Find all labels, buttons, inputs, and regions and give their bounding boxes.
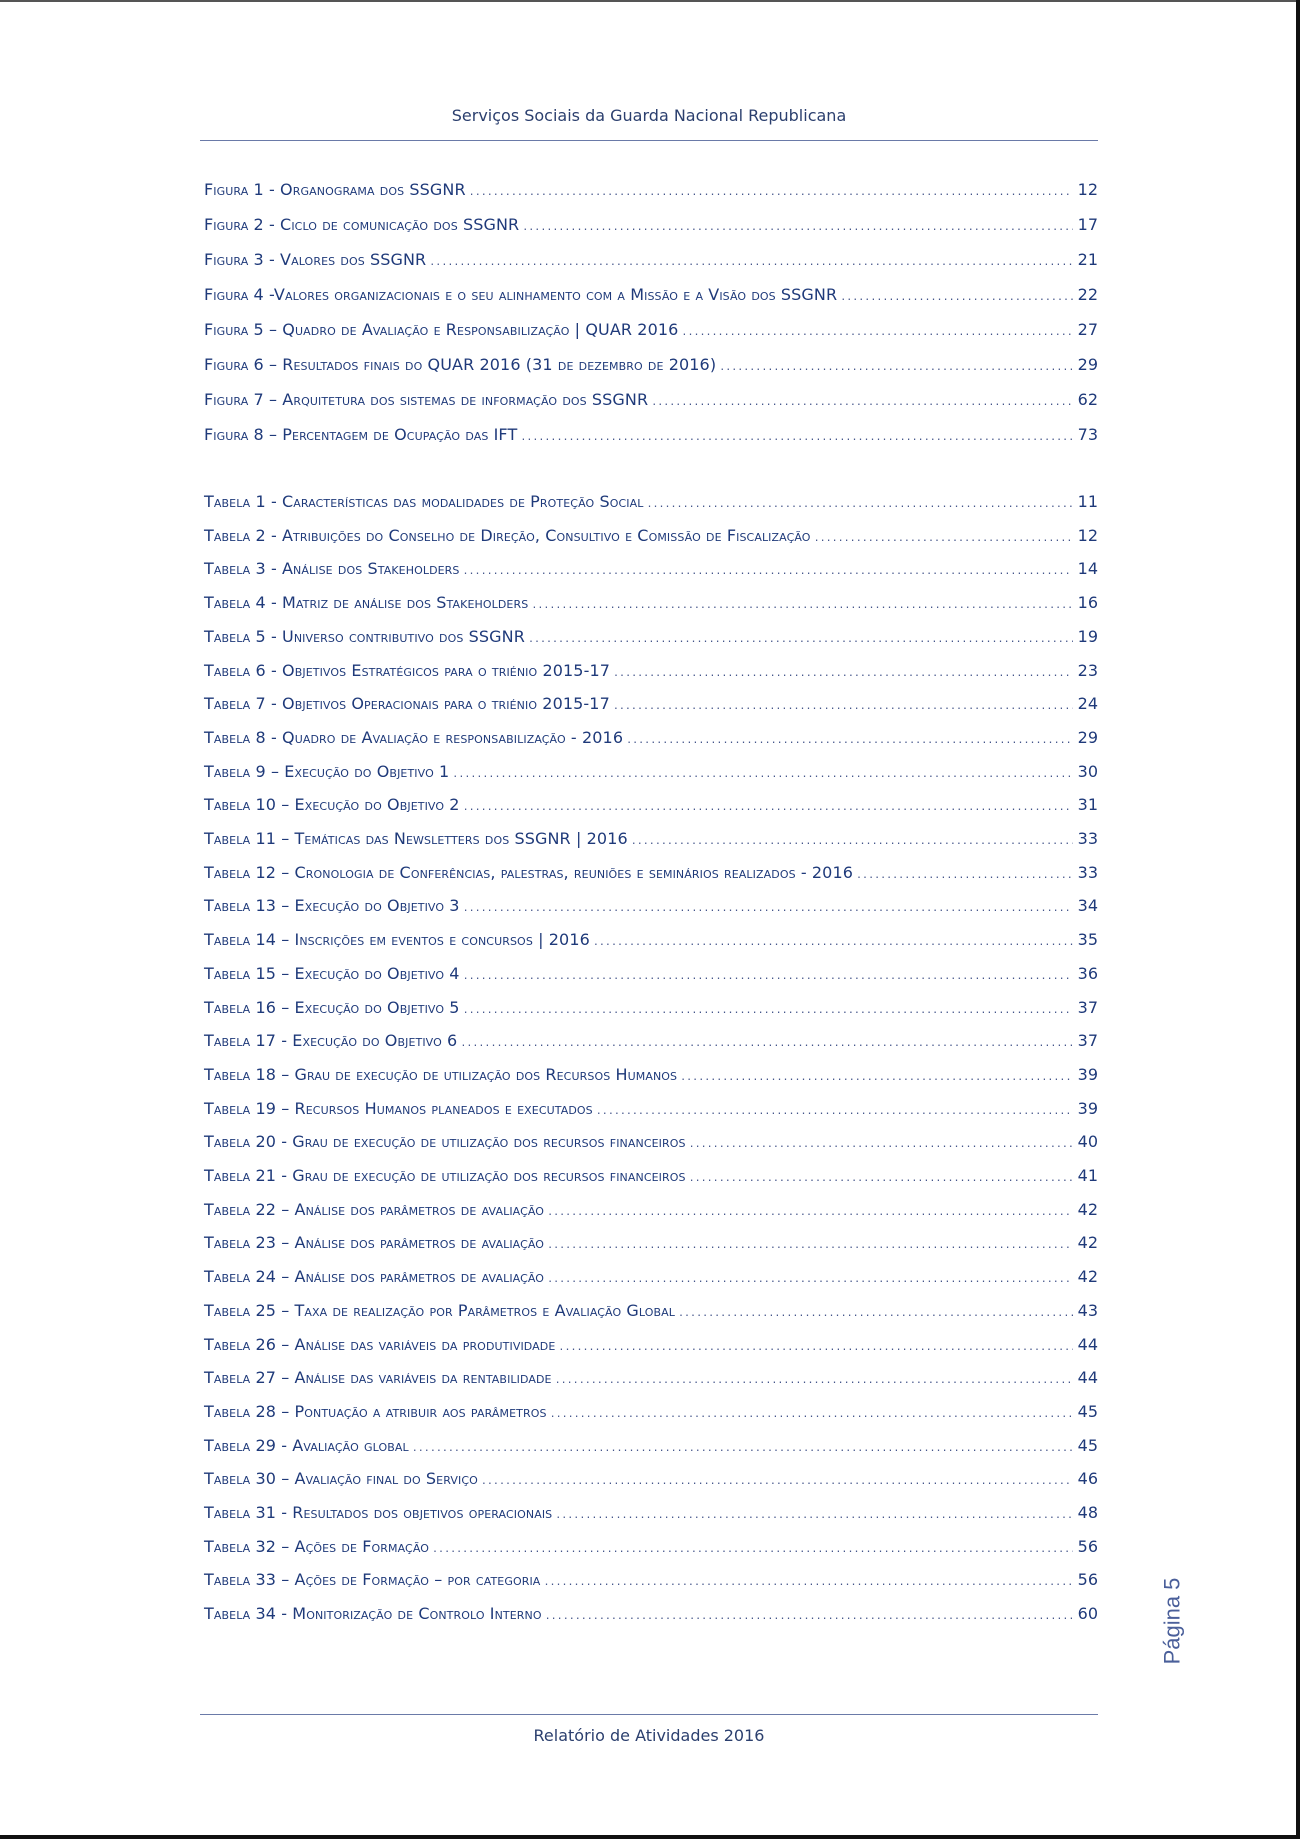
table-entry-label: Tabela 16 – Execução do Objetivo 5 (204, 997, 460, 1017)
table-entry-label: Tabela 23 – Análise dos parâmetros de avaliação (204, 1233, 545, 1253)
table-entry-page: 16 (1077, 593, 1098, 613)
table-entry-page: 40 (1077, 1132, 1098, 1152)
table-entry[interactable] (204, 762, 1098, 784)
table-entry-label: Tabela 6 - Objetivos Estratégicos para o triénio 2015-17 (204, 660, 611, 680)
table-entry-page: 45 (1077, 1401, 1098, 1421)
table-entry[interactable] (204, 1570, 1098, 1592)
dot-leader (680, 1072, 1073, 1083)
table-entry[interactable] (204, 1503, 1098, 1525)
table-entry-label: Tabela 10 – Execução do Objetivo 2 (204, 795, 460, 815)
table-entry[interactable] (204, 694, 1098, 716)
table-entry-label: Tabela 1 - Características das modalidades de Proteção Social (204, 492, 644, 511)
dot-leader (626, 735, 1073, 746)
table-entry-page: 45 (1077, 1435, 1098, 1455)
table-entry-label: Tabela 32 – Ações de Formação (204, 1536, 430, 1556)
figure-entry-label: Figura 8 – Percentagem de Ocupação das IFT (204, 425, 518, 444)
table-entry-page: 29 (1077, 727, 1098, 747)
dot-leader (547, 1207, 1073, 1218)
table-entry-page: 31 (1077, 795, 1098, 815)
table-entry-label: Tabela 18 – Grau de execução de utilização dos Recursos Humanos (204, 1064, 678, 1084)
table-entry-page: 14 (1077, 559, 1098, 579)
figure-entry[interactable] (204, 180, 1098, 202)
table-entry-label: Tabela 7 - Objetivos Operacionais para o triénio 2015-17 (204, 694, 610, 714)
table-entry-page: 33 (1077, 829, 1098, 848)
table-entry-label: Tabela 9 – Execução do Objetivo 1 (204, 761, 450, 781)
dot-leader (681, 327, 1073, 338)
table-entry-page: 11 (1077, 492, 1098, 511)
table-entry-label: Tabela 24 – Análise dos parâmetros de avaliação (204, 1267, 545, 1287)
table-entry-label: Tabela 15 – Execução do Objetivo 4 (204, 963, 460, 983)
figure-entry-label: Figura 3 - Valores dos SSGNR (204, 250, 427, 269)
table-entry-label: Tabela 17 - Execução do Objetivo 6 (204, 1031, 458, 1051)
dot-leader (596, 1106, 1073, 1117)
table-entry-label: Tabela 22 – Análise dos parâmetros de avaliação (204, 1199, 545, 1219)
dot-leader (469, 187, 1073, 198)
figure-entry-page: 29 (1077, 355, 1098, 374)
table-entry-page: 19 (1077, 626, 1098, 646)
table-entry-page: 39 (1077, 1098, 1098, 1118)
dot-leader (678, 1308, 1073, 1319)
dot-leader (689, 1139, 1073, 1150)
dot-leader (460, 1038, 1073, 1049)
table-entry-page: 56 (1077, 1570, 1098, 1590)
dot-leader (463, 903, 1073, 914)
dot-leader (547, 1274, 1073, 1285)
dot-leader (520, 432, 1073, 443)
dot-leader (558, 1342, 1073, 1353)
table-entry-label: Tabela 8 - Quadro de Avaliação e responsabilização - 2016 (204, 727, 624, 747)
footer-rule (200, 1714, 1098, 1715)
header-rule (200, 140, 1098, 141)
dot-leader (689, 1173, 1073, 1184)
table-entry-label: Tabela 20 - Grau de execução de utilização dos recursos financeiros (204, 1132, 686, 1152)
table-entry-page: 42 (1077, 1267, 1098, 1287)
dot-leader (613, 701, 1073, 712)
table-entry[interactable] (204, 1200, 1098, 1222)
table-entry-page: 60 (1077, 1604, 1098, 1624)
running-header: Serviços Sociais da Guarda Nacional Republicana (451, 106, 847, 125)
figure-entry-label: Figura 4 -Valores organizacionais e o seu alinhamento com a Missão e a Visão dos SSGNR (204, 285, 838, 304)
figure-entry-page: 62 (1077, 390, 1098, 409)
dot-leader (840, 292, 1073, 303)
table-entry-page: 43 (1077, 1300, 1098, 1320)
page-number (1157, 1566, 1187, 1676)
dot-leader (463, 802, 1073, 813)
table-entry-page: 48 (1077, 1503, 1098, 1522)
table-entry-label: Tabela 33 – Ações de Formação – por categoria (204, 1570, 541, 1590)
table-entry-label: Tabela 4 - Matriz de análise dos Stakeholders (204, 593, 529, 613)
table-entry[interactable] (204, 1301, 1098, 1323)
figure-entry-page: 12 (1077, 180, 1098, 199)
figure-entry[interactable] (204, 250, 1098, 272)
dot-leader (429, 257, 1073, 268)
table-entry-page: 37 (1077, 1031, 1098, 1051)
table-entry[interactable] (204, 1166, 1098, 1188)
table-entry-label: Tabela 29 - Avaliação global (204, 1435, 409, 1455)
figure-entry[interactable] (204, 215, 1098, 237)
dot-leader (550, 1409, 1073, 1420)
dot-leader (522, 222, 1073, 233)
table-entry[interactable] (204, 1368, 1098, 1390)
dot-leader (631, 836, 1073, 847)
dot-leader (814, 533, 1073, 544)
table-entry-page: 12 (1077, 525, 1098, 545)
table-entry[interactable] (204, 1267, 1098, 1289)
figure-entry-label: Figura 7 – Arquitetura dos sistemas de informação dos SSGNR (204, 390, 649, 409)
table-entry-page: 36 (1077, 963, 1098, 983)
table-entry-label: Tabela 19 – Recursos Humanos planeados e executados (204, 1098, 593, 1118)
table-entry-label: Tabela 11 – Temáticas das Newsletters dos SSGNR | 2016 (204, 829, 628, 848)
table-entry[interactable] (204, 593, 1098, 615)
table-entry-page: 35 (1077, 930, 1098, 950)
table-entry[interactable] (204, 1604, 1098, 1626)
table-entry-label: Tabela 2 - Atribuições do Conselho de Direção, Consultivo e Comissão de Fiscalização (204, 525, 811, 545)
figure-entry-label: Figura 1 - Organograma dos SSGNR (204, 180, 466, 199)
dot-leader (555, 1375, 1073, 1386)
figure-entry[interactable] (204, 355, 1098, 377)
dot-leader (651, 397, 1073, 408)
table-entry-label: Tabela 14 – Inscrições em eventos e concursos | 2016 (204, 930, 590, 950)
figure-entry-page: 17 (1077, 215, 1098, 234)
dot-leader (719, 362, 1073, 373)
table-entry[interactable] (204, 863, 1098, 885)
table-entry-label: Tabela 3 - Análise dos Stakeholders (204, 559, 460, 579)
dot-leader (463, 566, 1073, 577)
dot-leader (547, 1240, 1073, 1251)
table-entry[interactable] (204, 795, 1098, 817)
table-entry-label: Tabela 31 - Resultados dos objetivos operacionais (204, 1503, 553, 1522)
table-entry[interactable] (204, 1436, 1098, 1458)
figure-entry-page: 27 (1077, 320, 1098, 339)
dot-leader (593, 937, 1073, 948)
table-entry-label: Tabela 5 - Universo contributivo dos SSGNR (204, 626, 525, 646)
table-entry[interactable] (204, 1065, 1098, 1087)
table-entry[interactable] (204, 559, 1098, 581)
dot-leader (412, 1443, 1073, 1454)
figure-entry[interactable] (204, 390, 1098, 412)
table-entry-page: 56 (1077, 1536, 1098, 1556)
table-entry[interactable] (204, 930, 1098, 952)
table-entry-page: 42 (1077, 1199, 1098, 1219)
dot-leader (555, 1510, 1073, 1521)
dot-leader (543, 1577, 1073, 1588)
table-entry[interactable] (204, 1233, 1098, 1255)
figure-entry-page: 22 (1077, 285, 1098, 304)
dot-leader (481, 1476, 1073, 1487)
table-entry[interactable] (204, 526, 1098, 548)
table-entry-page: 44 (1077, 1368, 1098, 1388)
table-entry-label: Tabela 28 – Pontuação a atribuir aos parâmetros (204, 1401, 547, 1421)
table-entry-label: Tabela 13 – Execução do Objetivo 3 (204, 896, 460, 916)
figure-entry[interactable] (204, 285, 1098, 307)
table-entry-label: Tabela 12 – Cronologia de Conferências, palestras, reuniões e seminários realizados - 2016 (204, 862, 854, 882)
table-entry-label: Tabela 21 - Grau de execução de utilização dos recursos financeiros (204, 1166, 686, 1185)
dot-leader (463, 971, 1073, 982)
table-entry[interactable] (204, 1132, 1098, 1154)
table-entry[interactable] (204, 1031, 1098, 1053)
table-entry[interactable] (204, 998, 1098, 1020)
table-entry[interactable] (204, 627, 1098, 649)
table-entry[interactable] (204, 1537, 1098, 1559)
running-footer: Relatório de Atividades 2016 (533, 1726, 765, 1745)
dot-leader (528, 634, 1073, 645)
table-entry-page: 39 (1077, 1064, 1098, 1084)
table-entry-page: 42 (1077, 1233, 1098, 1253)
dot-leader (613, 668, 1073, 679)
dot-leader (452, 769, 1073, 780)
table-entry-label: Tabela 25 – Taxa de realização por Parâmetros e Avaliação Global (204, 1300, 676, 1320)
figure-entry[interactable] (204, 425, 1098, 447)
table-entry[interactable] (204, 964, 1098, 986)
dot-leader (646, 499, 1073, 510)
table-entry-page: 33 (1077, 862, 1098, 882)
table-entry[interactable] (204, 492, 1098, 514)
figure-entry[interactable] (204, 320, 1098, 342)
table-entry[interactable] (204, 1469, 1098, 1491)
table-entry[interactable] (204, 1402, 1098, 1424)
figure-entry-label: Figura 2 - Ciclo de comunicação dos SSGNR (204, 215, 520, 234)
table-entry[interactable] (204, 896, 1098, 918)
table-entry-page: 30 (1077, 761, 1098, 781)
page-number-label: Página 5 (1159, 1577, 1185, 1665)
table-entry-label: Tabela 26 – Análise das variáveis da produtividade (204, 1334, 556, 1354)
figure-entry-page: 73 (1077, 425, 1098, 444)
dot-leader (463, 1005, 1073, 1016)
table-entry-page: 37 (1077, 997, 1098, 1017)
figure-entry-label: Figura 5 – Quadro de Avaliação e Responsabilização | QUAR 2016 (204, 320, 679, 339)
table-entry-page: 46 (1077, 1469, 1098, 1489)
dot-leader (545, 1611, 1073, 1622)
figure-entry-page: 21 (1077, 250, 1098, 269)
table-entry-label: Tabela 27 – Análise das variáveis da rentabilidade (204, 1368, 552, 1388)
dot-leader (531, 600, 1073, 611)
table-entry-page: 41 (1077, 1166, 1098, 1185)
table-entry[interactable] (204, 728, 1098, 750)
table-entry[interactable] (204, 829, 1098, 851)
dot-leader (856, 870, 1073, 881)
table-entry[interactable] (204, 1099, 1098, 1121)
dot-leader (432, 1544, 1073, 1555)
table-entry-page: 34 (1077, 896, 1098, 916)
table-entry[interactable] (204, 1335, 1098, 1357)
figure-entry-label: Figura 6 – Resultados finais do QUAR 2016 (31 de dezembro de 2016) (204, 355, 717, 374)
table-entry-label: Tabela 30 – Avaliação final do Serviço (204, 1469, 478, 1489)
table-entry-page: 44 (1077, 1334, 1098, 1354)
table-entry-page: 23 (1077, 660, 1098, 680)
table-entry-label: Tabela 34 - Monitorização de Controlo Interno (204, 1604, 542, 1624)
table-entry[interactable] (204, 661, 1098, 683)
table-entry-page: 24 (1077, 694, 1098, 714)
